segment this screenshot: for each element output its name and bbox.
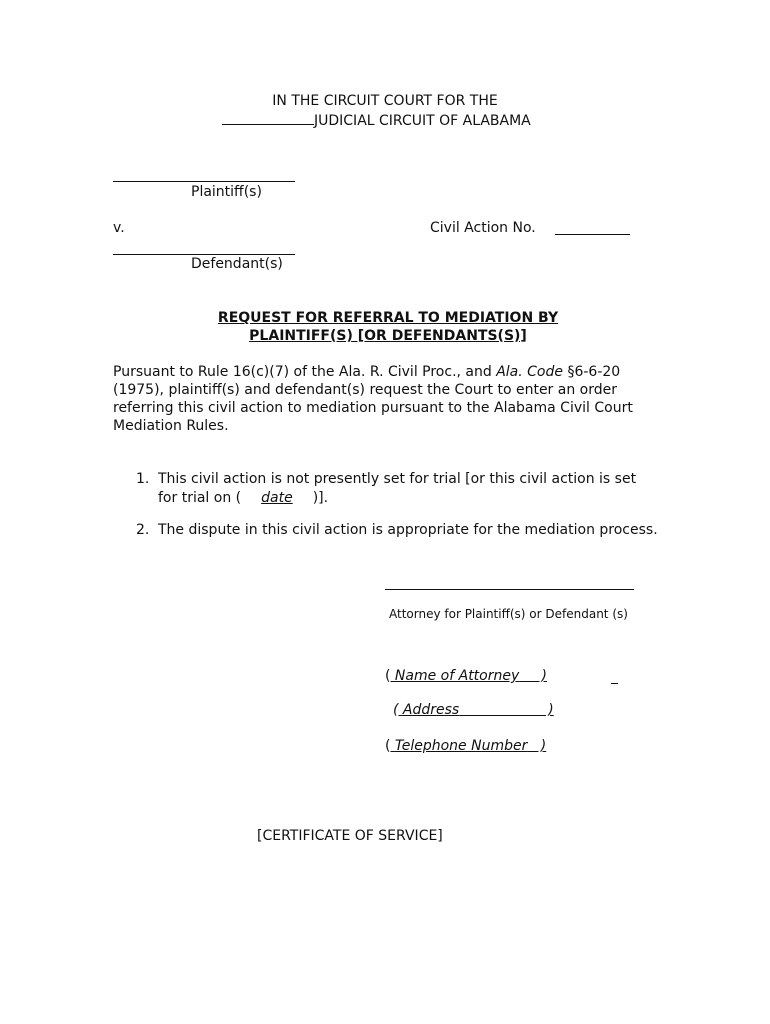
defendant-name-line	[113, 254, 295, 255]
body-paragraph	[113, 363, 653, 435]
body-text-part2: §6-6-20 (1975), plaintiff(s) and defendant(s) request the Court to enter an order referring this civil action to mediation pursuant to the Alabama Civil Court Mediation Rules.	[113, 364, 633, 434]
attorney-name-trailing-line	[611, 683, 618, 684]
body-text-part1: Pursuant to Rule 16(c)(7) of the Ala. R. Civil Proc., and	[113, 364, 497, 380]
court-heading-line2-text: JUDICIAL CIRCUIT OF ALABAMA	[314, 113, 531, 129]
plaintiff-name-line	[113, 181, 295, 182]
attorney-name-placeholder: Name of Attorney )	[394, 668, 547, 684]
attorney-address-placeholder: Address )	[402, 702, 554, 718]
list-item-text	[158, 470, 658, 508]
document-title-line1: REQUEST FOR REFERRAL TO MEDIATION BY	[217, 310, 559, 326]
civil-action-label: Civil Action No.	[430, 220, 536, 236]
body-citation: Ala. Code	[496, 364, 563, 380]
list-item-text-b: )].	[312, 490, 329, 506]
attorney-phone-placeholder: Telephone Number )	[394, 738, 547, 754]
trial-date-placeholder: date	[261, 490, 293, 506]
defendant-label: Defendant(s)	[191, 256, 283, 272]
list-item-text: The dispute in this civil action is appropriate for the mediation process.	[158, 522, 658, 538]
versus-text: v.	[113, 220, 125, 236]
circuit-blank-line	[222, 112, 314, 125]
court-heading-line1: IN THE CIRCUIT COURT FOR THE	[272, 93, 498, 109]
plaintiff-label: Plaintiff(s)	[191, 184, 262, 200]
signature-line	[385, 589, 634, 590]
document-title-line2: PLAINTIFF(S) [OR DEFENDANTS(S)]	[249, 328, 527, 344]
signature-caption: Attorney for Plaintiff(s) or Defendant (s)	[389, 607, 628, 621]
list-item-text-a: This civil action is not presently set for trial [or this civil action is set for trial on (	[158, 471, 637, 506]
list-item-number: 2.	[136, 522, 150, 538]
attorney-address-field: ( Address )	[393, 702, 554, 718]
document-title	[0, 309, 770, 345]
certificate-of-service: [CERTIFICATE OF SERVICE]	[257, 828, 443, 844]
attorney-name-field: ( Name of Attorney )	[385, 668, 547, 684]
civil-action-number-line	[555, 234, 630, 235]
court-heading-line2	[222, 112, 531, 129]
attorney-phone-field: ( Telephone Number )	[385, 738, 547, 754]
list-item-number: 1.	[136, 471, 150, 487]
